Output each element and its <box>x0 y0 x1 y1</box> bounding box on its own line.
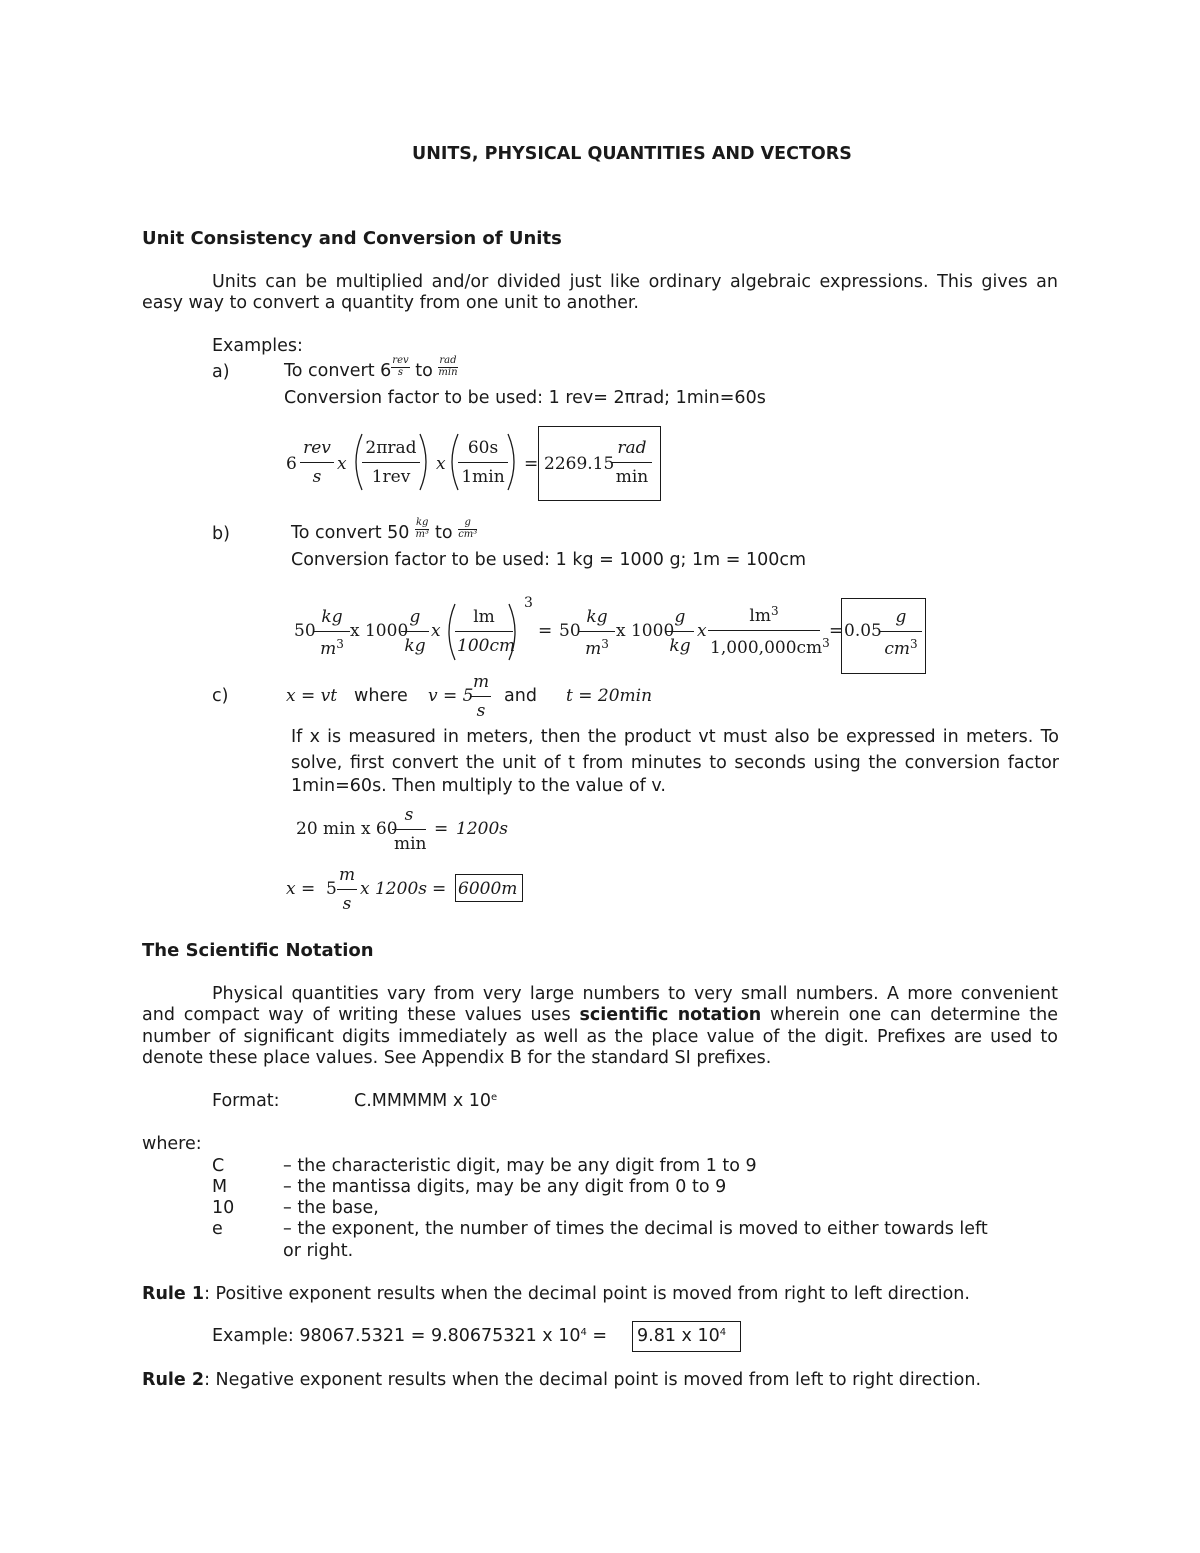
eq-b-result: 0.05 <box>844 621 882 641</box>
example-result: 9.81 x $10^4$ <box>637 1326 727 1346</box>
eq-c-where: where <box>354 686 408 706</box>
eq-c-v-unit: $\frac{m}{s}$ <box>473 672 490 721</box>
eq-b-frac1: $\frac{kg}{m^3}$ <box>314 609 350 658</box>
example-b-text: To convert 50 $\frac{kg}{\text{m³}}$ to $\frac{g}{\text{cm³}}$ <box>291 517 478 543</box>
eq-b-frac6: $\frac{lm^3}{1,000,000cm^3}$ <box>710 604 830 658</box>
def-symbol: e <box>212 1219 223 1239</box>
eq-c-and: and <box>504 686 537 706</box>
eq-a-times2: x <box>436 454 446 474</box>
eq-b-x1000-2: x 1000 <box>616 621 675 641</box>
eq-c1-lhs: 20 min x 60 <box>296 819 398 839</box>
eq-b-times2: x <box>697 621 707 641</box>
example-b-factor: Conversion factor to be used: 1 kg = 1000 g; 1m = 100cm <box>291 550 807 570</box>
def-description: – the characteristic digit, may be any digit from 1 to 9 <box>283 1156 757 1176</box>
paragraph-line: solve, first convert the unit of t from minutes to seconds using the conversion factor <box>291 753 1059 773</box>
eq-c-t: t = 20min <box>566 686 653 706</box>
eq-b-frac4: $\frac{kg}{m^3}$ <box>579 609 615 658</box>
eq-c2-five: 5 <box>326 879 337 899</box>
eq-a-frac3: 60s 1min <box>458 440 508 486</box>
eq-b-equals2: = <box>829 621 844 641</box>
example-a-text: To convert 6 $\frac{\text{rev}}{s}$ to $\frac{\text{rad}}{\min}$ <box>284 355 458 381</box>
paragraph-line: If x is measured in meters, then the product vt must also be expressed in meters. To <box>291 727 1059 747</box>
section-heading-units: Unit Consistency and Conversion of Units <box>142 228 562 249</box>
examples-label: Examples: <box>212 336 303 356</box>
eq-a-result-unit: rad min <box>612 440 652 486</box>
def-description: – the mantissa digits, may be any digit from 0 to 9 <box>283 1177 727 1197</box>
paragraph-line: denote these place values. See Appendix B for the standard SI prefixes. <box>142 1048 772 1068</box>
rule-1: Rule 1: Positive exponent results when the decimal point is moved from right to left direction. <box>142 1284 970 1304</box>
eq-b-equals: = <box>538 621 553 641</box>
eq-a-frac2: 2πrad 1rev <box>362 440 420 486</box>
example-a-factor: Conversion factor to be used: 1 rev= 2πrad; 1min=60s <box>284 388 766 408</box>
eq-b-x1000: x 1000 <box>350 621 409 641</box>
eq-a-coef: 6 <box>286 454 297 474</box>
where-label: where: <box>142 1134 202 1154</box>
section-heading-scientific-notation: The Scientific Notation <box>142 940 374 961</box>
paragraph-line: and compact way of writing these values uses scientific notation wherein one can determine the <box>142 1005 1058 1025</box>
eq-c-x: x = vt <box>286 686 338 706</box>
eq-c1-result: 1200s <box>456 819 508 839</box>
paragraph-line: 1min=60s. Then multiply to the value of v. <box>291 776 666 796</box>
eq-a-result: 2269.15 <box>544 454 615 474</box>
eq-b-result-unit: $\frac{g}{cm^3}$ <box>880 609 922 658</box>
eq-b-times: x <box>431 621 441 641</box>
eq-b-cube: 3 <box>524 595 533 611</box>
example-a-label: a) <box>212 362 230 382</box>
eq-b-coef: 50 <box>294 621 316 641</box>
example-c-label: c) <box>212 686 229 706</box>
example-scientific: Example: 98067.5321 = 9.80675321 x $10^4$ = <box>212 1326 608 1346</box>
example-b-label: b) <box>212 524 230 544</box>
def-description: – the exponent, the number of times the decimal is moved to either towards left <box>283 1219 988 1239</box>
def-symbol: M <box>212 1177 228 1197</box>
eq-c2-lhs: x = <box>286 879 316 899</box>
def-symbol: 10 <box>212 1198 235 1218</box>
def-description-cont: or right. <box>283 1241 354 1261</box>
eq-c2-result: 6000m <box>458 879 518 899</box>
eq-c2-equals: = <box>432 879 447 899</box>
eq-a-equals: = <box>524 454 539 474</box>
format-label: Format: <box>212 1091 280 1111</box>
page-title: UNITS, PHYSICAL QUANTITIES AND VECTORS <box>412 144 852 164</box>
eq-c2-frac: $\frac{m}{s}$ <box>339 865 356 914</box>
eq-b-frac2: $\frac{g}{kg}$ <box>401 609 429 655</box>
rule-2: Rule 2: Negative exponent results when the decimal point is moved from left to right direction. <box>142 1370 982 1390</box>
def-description: – the base, <box>283 1198 379 1218</box>
paragraph-line: Physical quantities vary from very large numbers to very small numbers. A more convenient <box>212 984 1058 1004</box>
eq-b-frac3: $\frac{lm}{100cm}$ <box>457 607 516 656</box>
eq-b-frac5: $\frac{g}{kg}$ <box>666 609 694 655</box>
paragraph-line: easy way to convert a quantity from one unit to another. <box>142 293 639 313</box>
eq-a-frac1: rev s <box>300 440 334 486</box>
format-value: C.MMMMM x 10e <box>354 1091 498 1111</box>
eq-c2-mid: x 1200s <box>360 879 427 899</box>
eq-c-v: v = 5 <box>428 686 474 706</box>
eq-c1-frac: s min <box>394 805 427 854</box>
paragraph-line: Units can be multiplied and/or divided just like ordinary algebraic expressions. This gives an <box>212 272 1058 292</box>
eq-a-times: x <box>337 454 347 474</box>
def-symbol: C <box>212 1156 225 1176</box>
paragraph-line: number of significant digits immediately as well as the place value of the digit. Prefixes are used to <box>142 1027 1058 1047</box>
eq-b-coef2: 50 <box>559 621 581 641</box>
eq-c1-equals: = <box>434 819 449 839</box>
